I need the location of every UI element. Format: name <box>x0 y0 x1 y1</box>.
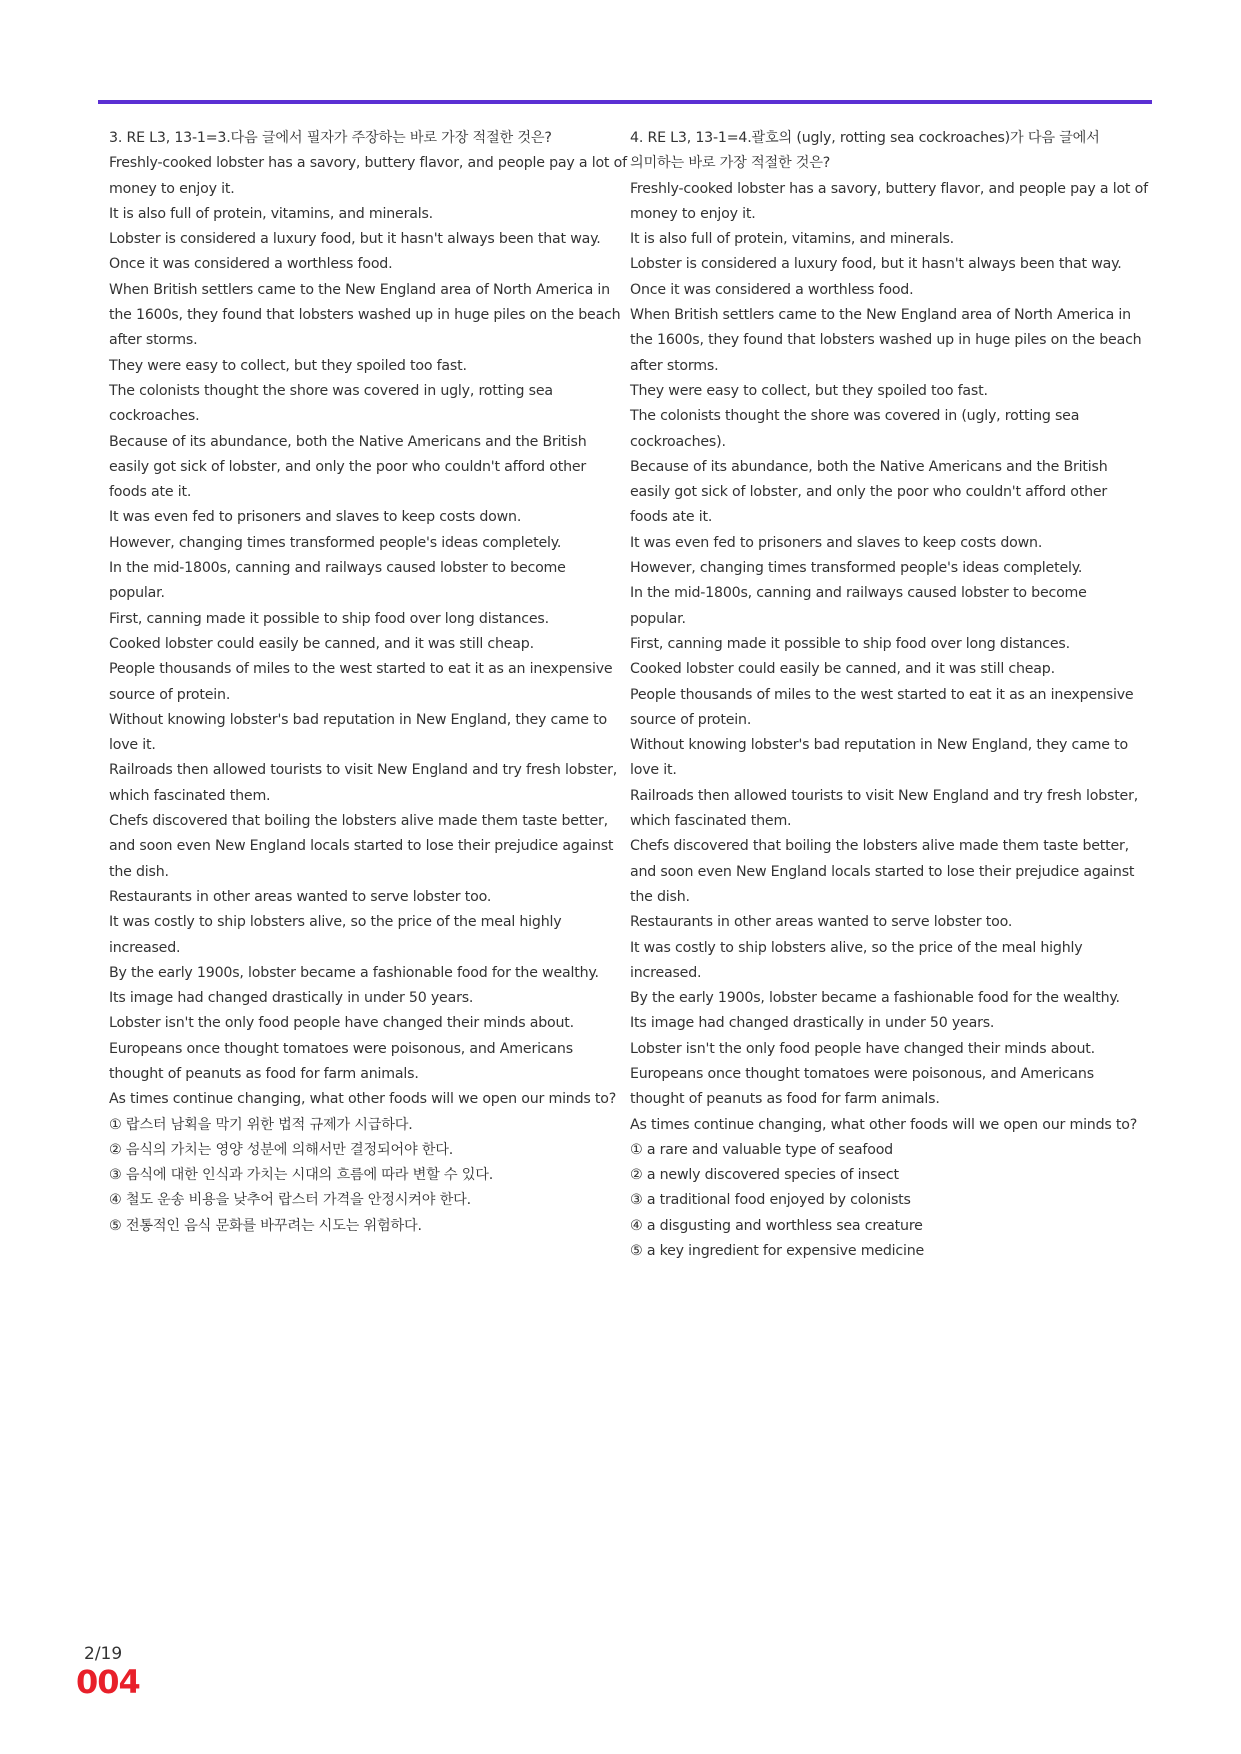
text-line: thought of peanuts as food for farm animals. <box>630 1091 940 1108</box>
text-line: First, canning made it possible to ship food over long distances. <box>630 635 1070 652</box>
text-line: When British settlers came to the New England area of North America in <box>109 281 610 298</box>
text-line: By the early 1900s, lobster became a fashionable food for the wealthy. <box>109 964 599 981</box>
text-line: which fascinated them. <box>109 787 271 804</box>
text-line: Without knowing lobster's bad reputation in New England, they came to <box>630 737 1128 754</box>
text-line: after storms. <box>109 332 198 349</box>
text-line: Cooked lobster could easily be canned, and it was still cheap. <box>630 661 1055 678</box>
text-line: As times continue changing, what other foods will we open our minds to? <box>109 1091 617 1108</box>
text-line: foods ate it. <box>109 484 192 501</box>
text-line: The colonists thought the shore was covered in (ugly, rotting sea <box>630 408 1080 425</box>
text-line: Europeans once thought tomatoes were poisonous, and Americans <box>630 1065 1094 1082</box>
text-line: which fascinated them. <box>630 813 792 830</box>
page-code: 004 <box>76 1663 140 1701</box>
text-line: ② a newly discovered species of insect <box>630 1167 899 1184</box>
text-line: Freshly-cooked lobster has a savory, buttery flavor, and people pay a lot of <box>109 155 627 172</box>
text-line: 3. RE L3, 13-1=3.다음 글에서 필자가 주장하는 바로 가장 적절한 것은? <box>109 130 552 146</box>
text-line: Without knowing lobster's bad reputation in New England, they came to <box>109 711 607 728</box>
text-line: ① 랍스터 남획을 막기 위한 법적 규제가 시급하다. <box>109 1116 413 1133</box>
text-line: It was costly to ship lobsters alive, so the price of the meal highly <box>109 914 562 931</box>
text-line: Lobster isn't the only food people have changed their minds about. <box>109 1015 574 1032</box>
text-line: and soon even New England locals started to lose their prejudice against <box>630 863 1135 880</box>
text-line: ② 음식의 가치는 영양 성분에 의해서만 결정되어야 한다. <box>109 1141 454 1158</box>
text-line: Once it was considered a worthless food. <box>630 281 914 298</box>
text-line: Europeans once thought tomatoes were poisonous, and Americans <box>109 1040 573 1057</box>
text-line: love it. <box>630 762 677 779</box>
text-line: and soon even New England locals started to lose their prejudice against <box>109 838 614 855</box>
text-line: the 1600s, they found that lobsters washed up in huge piles on the beach <box>109 307 621 324</box>
text-line: ④ a disgusting and worthless sea creature <box>630 1217 923 1234</box>
text-line: By the early 1900s, lobster became a fashionable food for the wealthy. <box>630 990 1120 1007</box>
text-line: thought of peanuts as food for farm animals. <box>109 1065 419 1082</box>
text-line: Once it was considered a worthless food. <box>109 256 393 273</box>
text-line: Lobster is considered a luxury food, but it hasn't always been that way. <box>630 256 1122 273</box>
text-line: Because of its abundance, both the Native Americans and the British <box>630 458 1108 475</box>
text-line: It was even fed to prisoners and slaves to keep costs down. <box>109 509 522 526</box>
text-line: money to enjoy it. <box>630 205 756 222</box>
text-line: popular. <box>109 585 165 602</box>
page-counter: 2/19 <box>84 1644 123 1664</box>
text-line: easily got sick of lobster, and only the poor who couldn't afford other <box>630 484 1108 501</box>
text-line: People thousands of miles to the west started to eat it as an inexpensive <box>630 686 1134 703</box>
text-line: Restaurants in other areas wanted to serve lobster too. <box>630 914 1013 931</box>
text-line: source of protein. <box>109 686 231 703</box>
text-line: ⑤ 전통적인 음식 문화를 바꾸려는 시도는 위험하다. <box>109 1217 422 1234</box>
text-line: Chefs discovered that boiling the lobsters alive made them taste better, <box>109 813 608 830</box>
text-line: Restaurants in other areas wanted to serve lobster too. <box>109 888 492 905</box>
text-line: increased. <box>630 964 702 981</box>
question-4-column <box>630 126 1150 1264</box>
text-line: love it. <box>109 737 156 754</box>
text-line: cockroaches). <box>630 433 726 450</box>
text-line: ③ 음식에 대한 인식과 가치는 시대의 흐름에 따라 변할 수 있다. <box>109 1167 494 1184</box>
text-line: ① a rare and valuable type of seafood <box>630 1141 893 1158</box>
text-line: easily got sick of lobster, and only the poor who couldn't afford other <box>109 458 587 475</box>
text-line: Railroads then allowed tourists to visit New England and try fresh lobster, <box>109 762 618 779</box>
text-line: Lobster is considered a luxury food, but it hasn't always been that way. <box>109 231 601 248</box>
text-line: ③ a traditional food enjoyed by colonists <box>630 1192 911 1209</box>
text-line: cockroaches. <box>109 408 200 425</box>
text-line: However, changing times transformed people's ideas completely. <box>630 560 1083 577</box>
text-line: foods ate it. <box>630 509 713 526</box>
text-line: the 1600s, they found that lobsters washed up in huge piles on the beach <box>630 332 1142 349</box>
text-line: They were easy to collect, but they spoiled too fast. <box>109 357 467 374</box>
text-line: Its image had changed drastically in under 50 years. <box>630 1015 995 1032</box>
text-line: They were easy to collect, but they spoiled too fast. <box>630 382 988 399</box>
text-line: popular. <box>630 610 686 627</box>
text-line: money to enjoy it. <box>109 180 235 197</box>
text-line: the dish. <box>630 888 690 905</box>
text-line: First, canning made it possible to ship food over long distances. <box>109 610 549 627</box>
text-line: The colonists thought the shore was covered in ugly, rotting sea <box>109 382 553 399</box>
text-line: Cooked lobster could easily be canned, and it was still cheap. <box>109 635 534 652</box>
question-3-column <box>109 126 629 1239</box>
text-line: ④ 철도 운송 비용을 낮추어 랍스터 가격을 안정시켜야 한다. <box>109 1192 471 1209</box>
text-line: Because of its abundance, both the Native Americans and the British <box>109 433 587 450</box>
text-line: However, changing times transformed people's ideas completely. <box>109 534 562 551</box>
text-line: It is also full of protein, vitamins, and minerals. <box>109 205 433 222</box>
text-line: Railroads then allowed tourists to visit New England and try fresh lobster, <box>630 787 1139 804</box>
text-line: source of protein. <box>630 711 752 728</box>
text-line: People thousands of miles to the west started to eat it as an inexpensive <box>109 661 613 678</box>
text-line: ⑤ a key ingredient for expensive medicine <box>630 1243 925 1260</box>
header-divider <box>98 100 1152 104</box>
text-line: 4. RE L3, 13-1=4.괄호의 (ugly, rotting sea cockroaches)가 다음 글에서 <box>630 130 1100 146</box>
text-line: Its image had changed drastically in under 50 years. <box>109 990 474 1007</box>
text-line: When British settlers came to the New England area of North America in <box>630 307 1131 324</box>
text-line: 의미하는 바로 가장 적절한 것은? <box>630 155 831 172</box>
text-line: It was costly to ship lobsters alive, so the price of the meal highly <box>630 939 1083 956</box>
text-line: the dish. <box>109 863 169 880</box>
text-line: It was even fed to prisoners and slaves to keep costs down. <box>630 534 1043 551</box>
text-line: Lobster isn't the only food people have changed their minds about. <box>630 1040 1095 1057</box>
text-line: after storms. <box>630 357 719 374</box>
text-line: Chefs discovered that boiling the lobsters alive made them taste better, <box>630 838 1129 855</box>
text-line: As times continue changing, what other foods will we open our minds to? <box>630 1116 1138 1133</box>
text-line: In the mid-1800s, canning and railways caused lobster to become <box>630 585 1087 602</box>
text-line: It is also full of protein, vitamins, and minerals. <box>630 231 954 248</box>
text-line: Freshly-cooked lobster has a savory, buttery flavor, and people pay a lot of <box>630 180 1148 197</box>
text-line: In the mid-1800s, canning and railways caused lobster to become <box>109 560 566 577</box>
text-line: increased. <box>109 939 181 956</box>
